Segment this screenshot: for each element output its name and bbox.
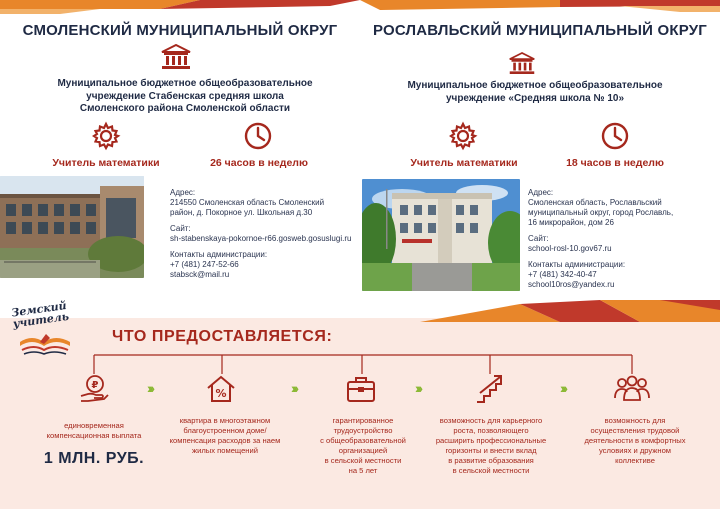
- arrow-icon: ›››: [415, 380, 420, 396]
- arrow-icon: ›››: [560, 380, 565, 396]
- right-phone: +7 (481) 342-40-47: [528, 270, 597, 279]
- right-position: Учитель математики: [410, 157, 518, 169]
- right-hours: 18 часов в неделю: [566, 157, 664, 169]
- clock-icon: [243, 121, 273, 151]
- people-icon: [612, 374, 652, 404]
- site-label: Сайт:: [528, 234, 549, 243]
- left-site-link[interactable]: sh-stabenskaya-pokornoe-r66.gosweb.gosuslugi.ru: [170, 234, 352, 243]
- right-contacts: Адрес: Смоленская область, Рославльский муниципальный округ, город Рославль, 16 микрорайон, дом 26 Сайт: school-rosl-10.gov67.ru Контакты администрации: +7 (481) 342-40-47 school10ros@yandex.ru: [528, 188, 713, 290]
- svg-text:₽: ₽: [91, 380, 99, 391]
- left-school-name: Муниципальное бюджетное общеобразовательное учреждение Стабенская средняя школа Смоленского района Смоленской области: [57, 78, 313, 114]
- briefcase-icon: [345, 374, 377, 404]
- logo-text: Земский учитель: [10, 299, 70, 331]
- benefits-section: [0, 318, 720, 509]
- right-email[interactable]: school10ros@yandex.ru: [528, 280, 615, 289]
- school-building-icon: [160, 44, 192, 70]
- hand-ruble-icon: [78, 373, 110, 405]
- bottom-decoration: [0, 300, 720, 322]
- benefit-item: гарантированное трудоустройство с общеобразовательной организацией в сельской местности на 5 лет: [320, 416, 406, 475]
- right-school-photo: [362, 179, 520, 291]
- house-percent-icon: [205, 373, 237, 405]
- site-label: Сайт:: [170, 224, 191, 233]
- left-district-heading: СМОЛЕНСКИЙ МУНИЦИПАЛЬНЫЙ ОКРУГ: [22, 22, 338, 39]
- address-label: Адрес:: [170, 188, 196, 197]
- left-position: Учитель математики: [52, 157, 160, 169]
- benefit-item: возможность для осуществления трудовой деятельности в комфортных условиях и дружном коллективе: [584, 416, 686, 465]
- svg-text:%: %: [215, 387, 227, 400]
- address-label: Адрес:: [528, 188, 554, 197]
- clock-icon: [600, 121, 630, 151]
- arrow-icon: ›››: [147, 380, 152, 396]
- benefits-title: ЧТО ПРЕДОСТАВЛЯЕТСЯ:: [112, 328, 333, 345]
- right-school-name: Муниципальное бюджетное общеобразовательное учреждение «Средняя школа № 10»: [407, 80, 663, 104]
- contacts-label: Контакты администрации:: [170, 250, 268, 259]
- left-hours: 26 часов в неделю: [210, 157, 308, 169]
- payment-amount: 1 МЛН. РУБ.: [43, 450, 145, 467]
- left-email[interactable]: stabsck@mail.ru: [170, 270, 230, 279]
- benefit-item: возможность для карьерного роста, позволяющего расширить профессиональные горизонты и внести вклад в развитие образования в сельской местности: [435, 416, 547, 475]
- arrow-icon: ›››: [291, 380, 296, 396]
- school-building-icon: [508, 52, 536, 75]
- gear-icon: [91, 121, 121, 151]
- right-district-heading: РОСЛАВЛЬСКИЙ МУНИЦИПАЛЬНЫЙ ОКРУГ: [372, 22, 707, 39]
- left-phone: +7 (481) 247-52-66: [170, 260, 239, 269]
- left-contacts: Адрес: 214550 Смоленская область Смоленский район, д. Покорное ул. Школьная д.30 Сайт: sh-stabenskaya-pokornoe-r66.gosweb.gosuslugi.ru Контакты администрации: +7 (481) 247-52-66 stabsck@mail.ru: [170, 188, 355, 280]
- benefit-item: квартира в многоэтажном благоустроенном доме/ компенсация расходов за наем жилых помещений: [169, 416, 281, 455]
- career-stairs-icon: [474, 373, 508, 405]
- contacts-label: Контакты администрации:: [528, 260, 626, 269]
- right-site-link[interactable]: school-rosl-10.gov67.ru: [528, 244, 612, 253]
- gear-icon: [448, 121, 478, 151]
- benefit-item: единовременная компенсационная выплата: [46, 421, 142, 440]
- left-school-photo: [0, 176, 144, 278]
- top-decoration: [0, 0, 720, 14]
